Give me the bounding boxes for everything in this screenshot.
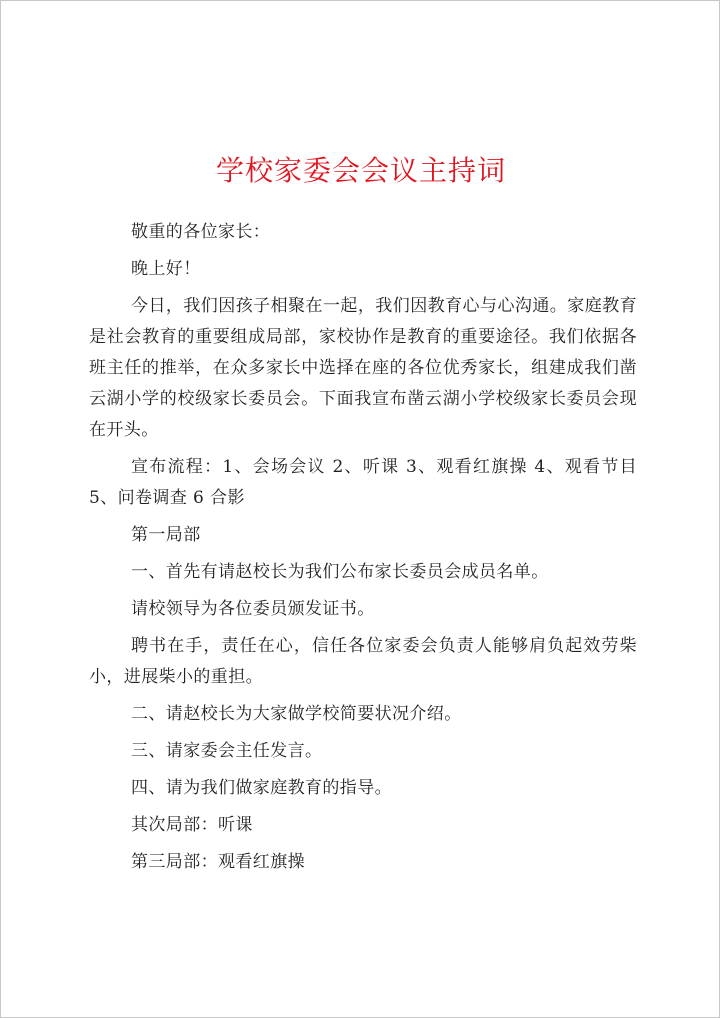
section-heading-part-three: 第三局部：观看红旗操 xyxy=(131,852,305,872)
certificate-line: 请校领导为各位委员颁发证书。 xyxy=(131,599,375,619)
item-three: 三、请家委会主任发言。 xyxy=(131,741,323,761)
section-heading-part-two: 其次局部：听课 xyxy=(131,815,253,835)
intro-paragraph: 今日，我们因孩子相聚在一起，我们因教育心与心沟通。家庭教育是社会教育的重要组成局部，家校协作是教育的重要途径。我们依据各班主任的推举，在众多家长中选择在座的各位优秀家长，组建成我们凿云湖小学的校级家长委员会。下面我宣布凿云湖小学校级家长委员会现在开头。 xyxy=(89,296,637,440)
item-one: 一、首先有请赵校长为我们公布家长委员会成员名单。 xyxy=(131,562,549,582)
page-title: 学校家委会会议主持词 xyxy=(215,154,506,187)
document-body xyxy=(89,217,637,878)
section-heading-part-one: 第一局部 xyxy=(131,525,201,545)
appointment-paragraph: 聘书在手，责任在心，信任各位家委会负责人能够肩负起效劳柴小，进展柴小的重担。 xyxy=(89,636,637,687)
greeting: 晚上好！ xyxy=(131,259,201,279)
item-two: 二、请赵校长为大家做学校简要状况介绍。 xyxy=(131,704,462,724)
agenda-paragraph: 宣布流程：1、会场会议 2、听课 3、观看红旗操 4、观看节目 5、问卷调查 6 合影 xyxy=(89,457,637,508)
item-four: 四、请为我们做家庭教育的指导。 xyxy=(131,778,392,798)
salutation: 敬重的各位家长： xyxy=(131,222,271,242)
